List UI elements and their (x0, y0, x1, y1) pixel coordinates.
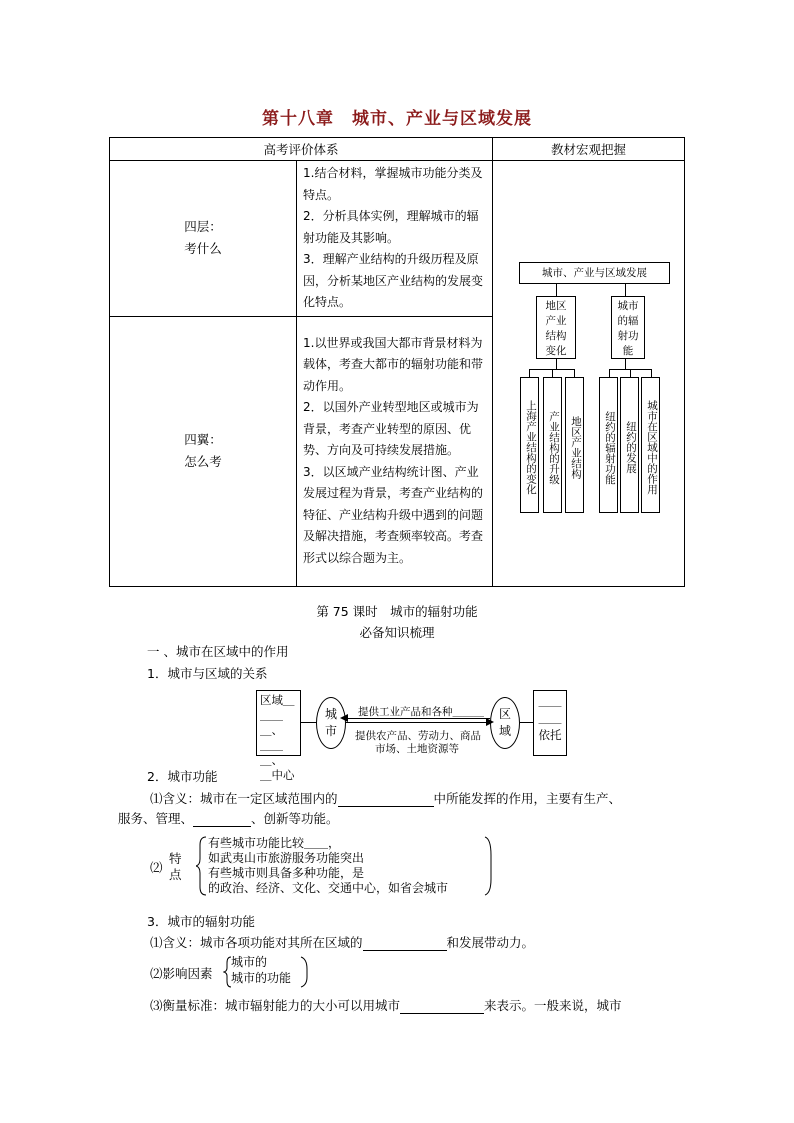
row2-item: 2．以国外产业转型地区或城市为背景，考查产业转型的原因、优势、方向及可持续发展措施。 (303, 400, 479, 458)
measure-standard (150, 996, 622, 1014)
region-role-line: ＿中心 (260, 768, 295, 782)
feature-line: 如武夷山市旅游服务功能突出 (208, 851, 365, 865)
header-right: 教材宏观把握 (493, 138, 685, 161)
definition-text: 、创新等功能。 (251, 811, 339, 826)
row1-layer (110, 161, 297, 317)
definition-text: 和发展带动力。 (446, 935, 535, 950)
city-role-line: ＿＿ (538, 694, 562, 708)
blank-field[interactable] (363, 950, 447, 951)
section-subtitle: 必备知识梳理 (359, 625, 435, 640)
header-left: 高考评价体系 (110, 138, 493, 161)
lesson-title: 第 75 课时 城市的辐射功能 (316, 604, 478, 619)
region-circle (490, 697, 520, 749)
region-label: 区域 (498, 707, 511, 738)
row2-layer-line2: 怎么考 (184, 454, 222, 469)
region-role-box (256, 690, 301, 782)
row2-layer-line1: 四翼： (184, 432, 222, 447)
definition-text: 服务、管理、 (118, 811, 194, 826)
blank-field[interactable] (400, 1013, 484, 1014)
point-heading: 3．城市的辐射功能 (147, 914, 255, 929)
definition-text: 来表示。一般来说，城市 (484, 998, 622, 1013)
city-function-definition-2 (118, 809, 339, 827)
point-heading: 2．城市功能 (147, 769, 218, 784)
city-role-line: 依托 (538, 728, 562, 742)
mindmap-leaf-right-1: 纽约的辐射功能 (599, 377, 618, 513)
city-label: 城市 (324, 707, 337, 738)
city-role-box (533, 690, 567, 756)
point-heading: 1．城市与区域的关系 (147, 666, 268, 681)
row1-item: 3．理解产业结构的升级历程及原因，分析某地区产业结构的发展变化特点。 (303, 252, 484, 309)
blank-field[interactable] (338, 806, 434, 807)
region-role-line: ＿＿＿、 (260, 738, 283, 767)
mindmap-leaf-left-3: 地区产业结构 (565, 377, 584, 513)
city-function-definition-1 (150, 789, 621, 807)
influence-label: ⑵影响因素 (150, 966, 213, 981)
mindmap-cell (493, 161, 685, 587)
features-title (169, 851, 182, 883)
mindmap-leaf-right-2: 纽约的发展 (620, 377, 639, 513)
row1-layer-line2: 考什么 (184, 241, 222, 257)
arrow-top-label: 提供工业产品和各种＿＿＿ (358, 706, 484, 718)
mindmap (493, 165, 684, 581)
row2-item: 3．以区域产业结构统计图、产业发展过程为背景，考查产业结构的特征、产业结构升级中遇到的问题及解决措施，考查频率较高。考查形式以综合题为主。 (303, 464, 484, 565)
definition-text: ⑶衡量标准：城市辐射能力的大小可以用城市 (150, 998, 401, 1013)
feature-line: 有些城市则具备多种功能，是 (208, 866, 365, 880)
mindmap-branch-left: 地区产业结构变化 (536, 296, 576, 359)
row1-item: 1.结合材料，掌握城市功能分类及特点。 (303, 166, 483, 202)
features-title-char: 点 (169, 867, 182, 882)
row2-layer (110, 316, 297, 586)
definition-text: 中所能发挥的作用，主要有生产、 (433, 791, 622, 806)
city-circle (316, 697, 346, 749)
influence-line: 城市的功能 (231, 971, 292, 985)
chapter-title: 第十八章 城市、产业与区域发展 (262, 109, 532, 129)
mindmap-leaf-right-3: 城市在区域中的作用 (641, 377, 660, 513)
blank-field[interactable] (193, 826, 251, 827)
mindmap-branch-right: 城市的辐射功能 (611, 296, 645, 359)
arrow-bottom-label-2: 市场、土地资源等 (375, 743, 459, 755)
row1-items (297, 161, 493, 317)
radiation-definition (150, 933, 534, 951)
row2-item: 1.以世界或我国大都市背景材料为载体，考查大都市的辐射功能和带动作用。 (303, 335, 484, 393)
mindmap-root: 城市、产业与区域发展 (519, 262, 670, 284)
mindmap-leaf-left-2: 产业结构的升级 (543, 377, 562, 513)
region-role-line: ＿＿＿、 (260, 708, 283, 737)
row2-items (297, 316, 493, 586)
feature-line: 的政治、经济、文化、交通中心，如省会城市 (208, 881, 449, 895)
features-label: ⑵ (150, 860, 163, 875)
region-role-line: 区域＿ (260, 693, 295, 707)
section-heading: 一 、城市在区域中的作用 (147, 644, 289, 659)
influence-line: 城市的 (231, 955, 268, 969)
definition-text: ⑴含义：城市在一定区域范围内的 (150, 791, 338, 806)
definition-text: ⑴含义：城市各项功能对其所在区域的 (150, 935, 363, 950)
evaluation-table (109, 137, 685, 587)
feature-line: 有些城市功能比较＿＿， (208, 836, 341, 850)
arrow-bottom-label-1: 提供农产品、劳动力、商品 (355, 730, 481, 742)
city-role-line: ＿＿ (538, 711, 562, 725)
row1-layer-line1: 四层： (184, 219, 222, 235)
mindmap-leaf-left-1: 上海产业结构的变化 (520, 377, 539, 513)
features-title-char: 特 (169, 851, 182, 866)
row1-item: 2．分析具体实例，理解城市的辐射功能及其影响。 (303, 209, 479, 245)
